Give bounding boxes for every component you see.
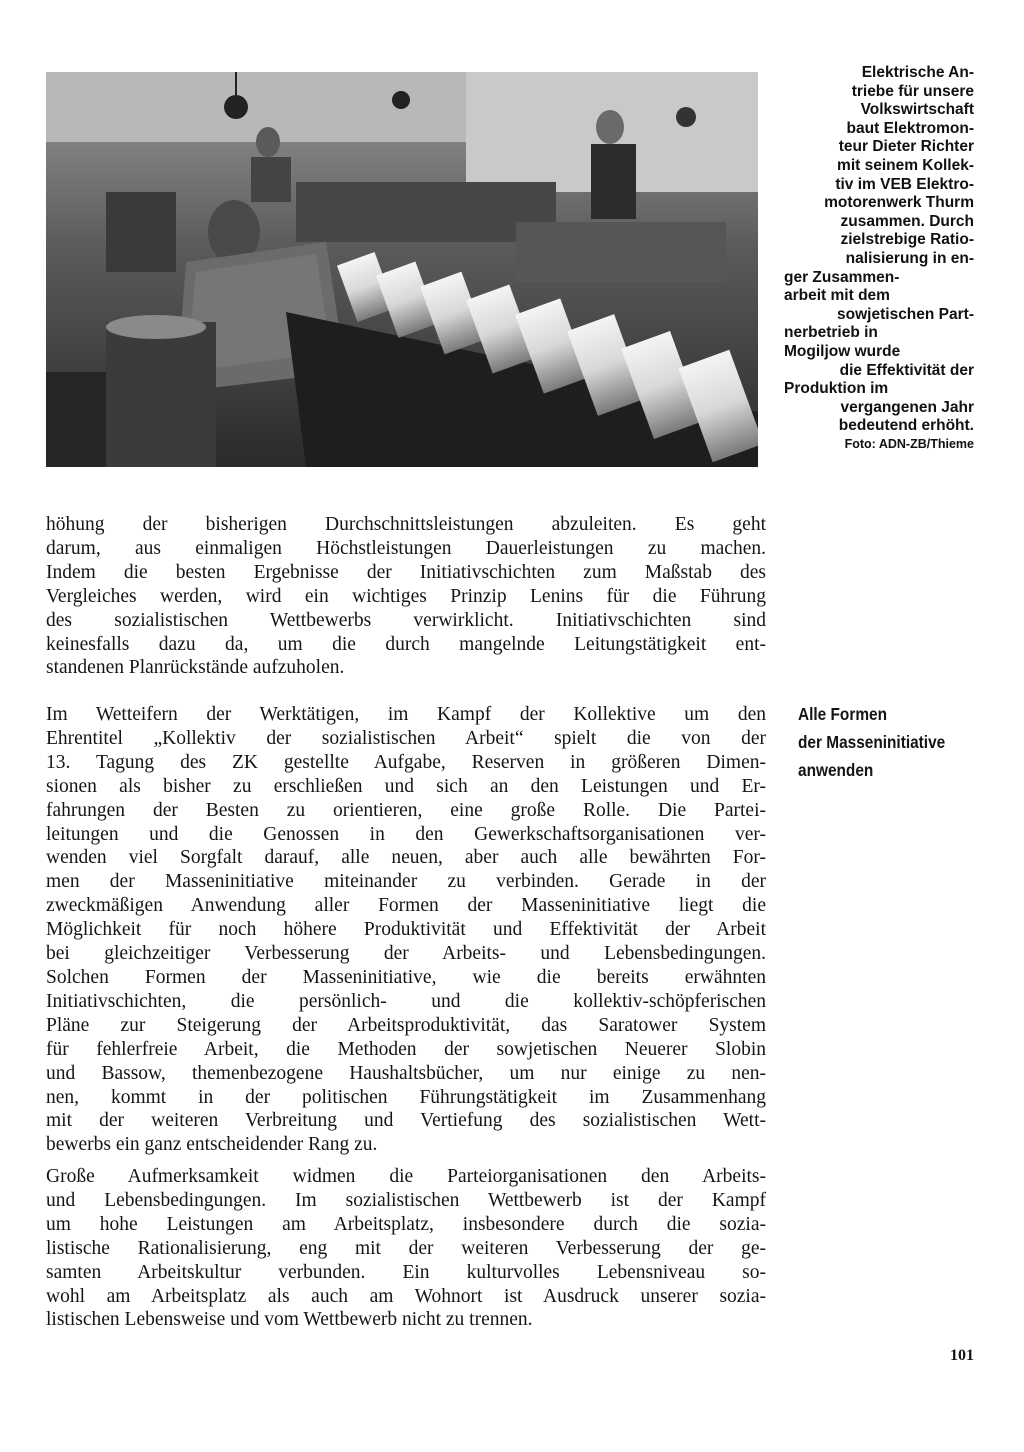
photo-credit: Foto: ADN-ZB/Thieme: [844, 436, 974, 451]
caption-line: Mogiljow wurde: [784, 342, 901, 360]
text-line: Möglichkeit für noch höhere Produktivität und Effektivität der Arbeit: [46, 919, 766, 941]
text-line: listischen Lebensweise und vom Wettbewerb nicht zu trennen.: [46, 1309, 533, 1331]
caption-line: baut Elektromon-: [846, 119, 974, 137]
caption-line: bedeutend erhöht.: [838, 417, 974, 435]
text-line: Vergleiches werden, wird ein wichtiges Prinzip Lenins für die Führung: [46, 585, 766, 607]
text-line: Große Aufmerksamkeit widmen die Parteiorganisationen den Arbeits-: [46, 1166, 766, 1187]
caption-line: tiv im VEB Elektro-: [835, 175, 974, 193]
photo-caption: [784, 64, 974, 452]
caption-line: Volkswirtschaft: [860, 101, 974, 119]
caption-line: mit seinem Kollek-: [837, 156, 974, 174]
text-line: wohl am Arbeitsplatz als auch am Wohnort ist Ausdruck unserer sozia-: [46, 1285, 766, 1307]
marginal-heading-line: der Masseninitiative: [798, 732, 946, 752]
caption-line: nalisierung in en-: [845, 249, 974, 267]
caption-line: zielstrebige Ratio-: [840, 231, 974, 249]
text-line: und Lebensbedingungen. Im sozialistischen Wettbewerb ist der Kampf: [46, 1189, 766, 1211]
caption-line: nerbetrieb in: [784, 324, 878, 342]
text-line: nen, kommt in der politischen Führungstätigkeit im Zusammenhang: [46, 1086, 766, 1108]
text-line: listische Rationalisierung, eng mit der weiteren Verbesserung der ge-: [46, 1237, 766, 1259]
caption-line: ger Zusammen-: [784, 268, 900, 286]
caption-line: Elektrische An-: [861, 64, 974, 81]
page-number: 101: [950, 1347, 974, 1364]
factory-photo-icon: [46, 72, 758, 467]
caption-line: vergangenen Jahr: [840, 398, 974, 416]
caption-line: arbeit mit dem: [784, 287, 890, 305]
text-line: bewerbs ein ganz entscheidender Rang zu.: [46, 1134, 378, 1156]
body-paragraph-2: [46, 703, 766, 1157]
text-line: Solchen Formen der Masseninitiative, wie die bereits erwähnten: [46, 966, 766, 988]
caption-line: triebe für unsere: [851, 82, 974, 100]
marginal-heading: [798, 700, 974, 784]
text-line: des sozialistischen Wettbewerbs verwirklicht. Initiativschichten sind: [46, 609, 766, 631]
caption-line: teur Dieter Richter: [838, 138, 974, 156]
caption-line: Produktion im: [784, 380, 889, 398]
text-line: Indem die besten Ergebnisse der Initiativschichten zum Maßstab des: [46, 561, 766, 583]
text-line: fahrungen der Besten zu orientieren, eine große Rolle. Die Partei-: [46, 799, 766, 821]
text-line: standenen Planrückstände aufzuholen.: [46, 657, 345, 679]
text-line: Pläne zur Steigerung der Arbeitsproduktivität, das Saratower System: [46, 1014, 766, 1036]
text-line: bei gleichzeitiger Verbesserung der Arbeits- und Lebensbedingungen.: [46, 943, 766, 965]
text-line: wenden viel Sorgfalt darauf, alle neuen, aber auch alle bewährten For-: [46, 847, 766, 869]
caption-line: zusammen. Durch: [840, 212, 974, 230]
text-line: samten Arbeitskultur verbunden. Ein kulturvolles Lebensniveau so-: [46, 1261, 766, 1283]
factory-photo: [46, 72, 758, 467]
caption-line: sowjetischen Part-: [837, 305, 974, 323]
caption-line: motorenwerk Thurm: [824, 194, 974, 212]
text-line: darum, aus einmaligen Höchstleistungen Dauerleistungen zu machen.: [46, 537, 766, 559]
text-line: Initiativschichten, die persönlich- und die kollektiv-schöpferischen: [46, 990, 766, 1012]
text-line: sionen als bisher zu erschließen und sich an den Leistungen und Er-: [46, 775, 766, 797]
text-line: um hohe Leistungen am Arbeitsplatz, insbesondere durch die sozia-: [46, 1213, 766, 1235]
text-line: zweckmäßigen Anwendung aller Formen der Masseninitiative liegt die: [46, 895, 766, 917]
text-line: leitungen und die Genossen in den Gewerkschaftsorganisationen ver-: [46, 823, 766, 845]
text-line: mit der weiteren Verbreitung und Vertiefung des sozialistischen Wett-: [46, 1110, 766, 1132]
marginal-heading-line: Alle Formen: [798, 704, 888, 724]
text-line: Ehrentitel „Kollektiv der sozialistischen Arbeit“ spielt die von der: [46, 727, 766, 749]
text-line: und Bassow, themenbezogene Haushaltsbücher, um nur einige zu nen-: [46, 1062, 766, 1084]
text-line: men der Masseninitiative miteinander zu verbinden. Gerade in der: [46, 871, 766, 893]
body-paragraph-1: [46, 513, 766, 680]
text-line: höhung der bisherigen Durchschnittsleistungen abzuleiten. Es geht: [46, 514, 766, 535]
text-line: Im Wetteifern der Werktätigen, im Kampf der Kollektive um den: [46, 704, 766, 725]
marginal-heading-line: anwenden: [798, 760, 874, 780]
body-paragraph-3: [46, 1165, 766, 1332]
text-line: keinesfalls dazu da, um die durch mangelnde Leitungstätigkeit ent-: [46, 633, 766, 655]
text-line: 13. Tagung des ZK gestellte Aufgabe, Reserven in größeren Dimen-: [46, 751, 766, 773]
caption-line: die Effektivität der: [839, 361, 974, 379]
text-line: für fehlerfreie Arbeit, die Methoden der sowjetischen Neuerer Slobin: [46, 1038, 766, 1060]
